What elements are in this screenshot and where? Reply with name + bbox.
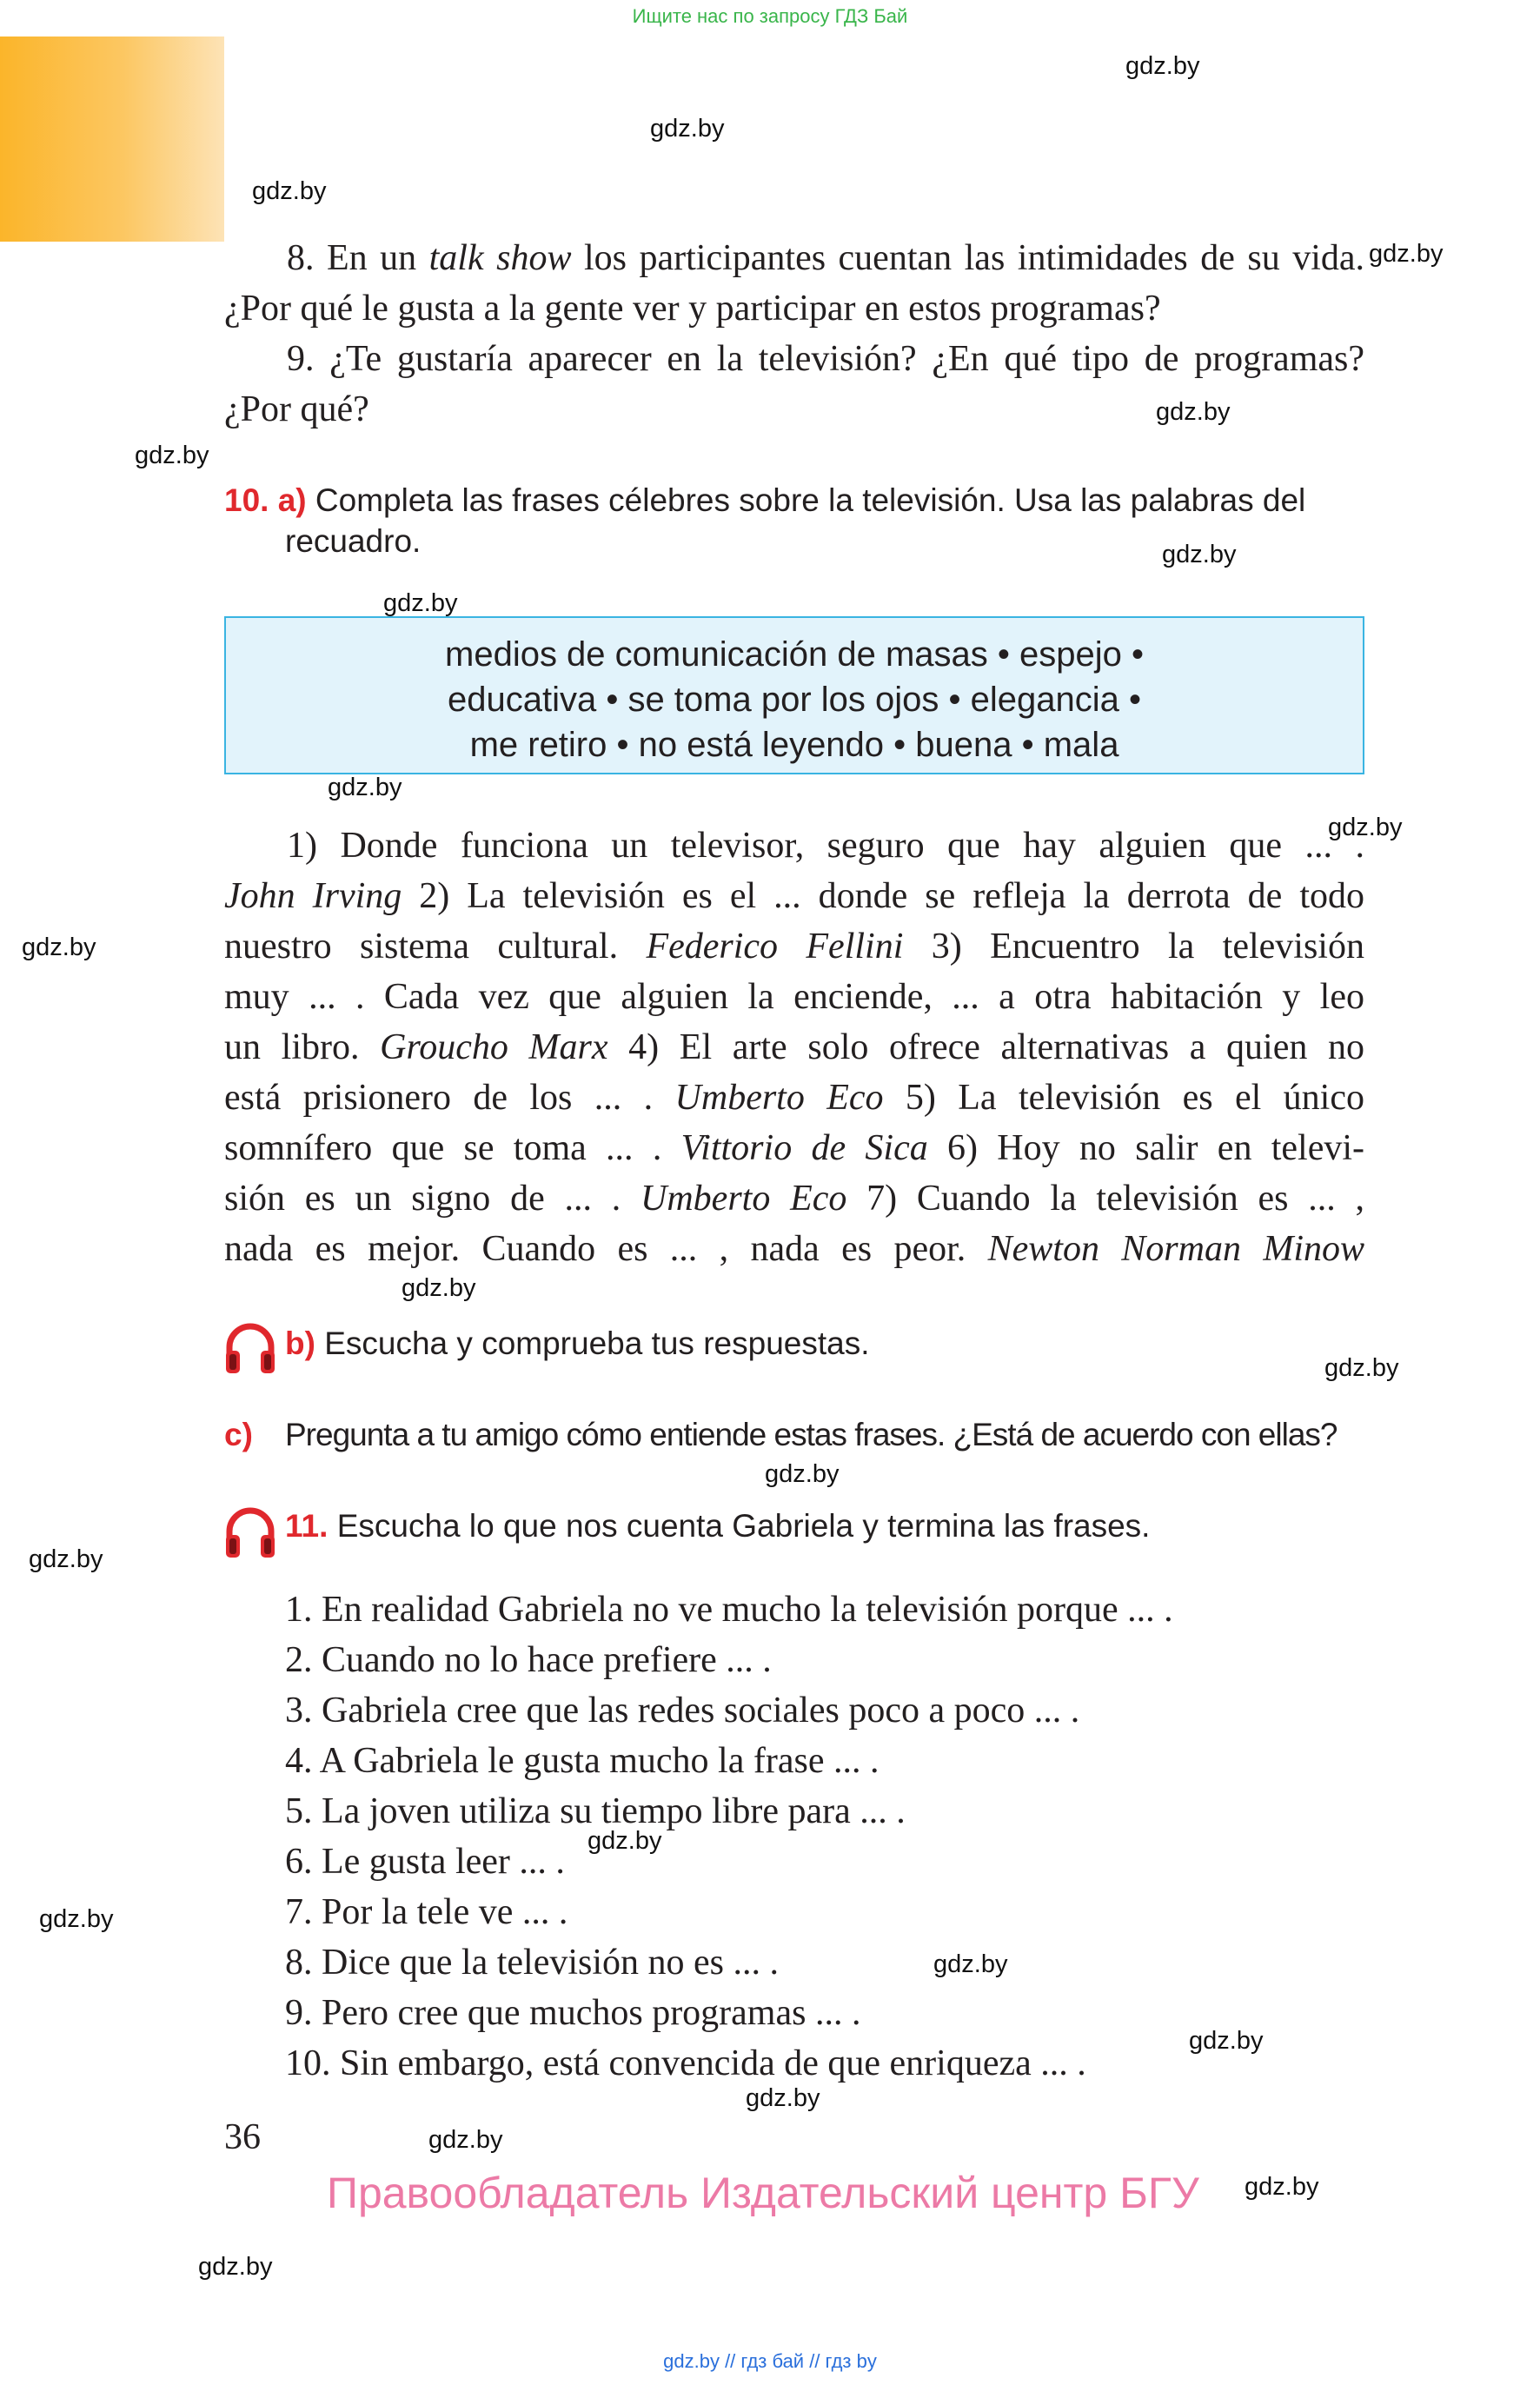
task-11: 11. Escucha lo que nos cuenta Gabriela y termina las frases. (285, 1508, 1151, 1544)
quote-text: muy ... . Cada vez que alguien la enciende, ... a otra habitación y leo (224, 977, 1364, 1017)
list-item: 3. Gabriela cree que las redes sociales poco a poco ... . (285, 1691, 1080, 1731)
quote-text: 2) La televisión es el ... donde se refleja la derrota de todo (402, 876, 1364, 916)
word-box-line: educativa • se toma por los ojos • elegancia • (447, 681, 1141, 719)
watermark: gdz.by (1324, 1354, 1399, 1382)
quote-line (224, 1073, 1364, 1123)
quote-text: 3) Encuentro la televisión (903, 927, 1364, 967)
watermark: gdz.by (1328, 814, 1403, 841)
watermark: gdz.by (587, 1827, 662, 1855)
headphones-icon (222, 1504, 278, 1559)
quote-author: Vittorio de Sica (680, 1128, 928, 1168)
word-box (224, 616, 1364, 774)
watermark: gdz.by (402, 1274, 476, 1302)
word-box-lines (226, 632, 1363, 767)
watermark: gdz.by (1162, 541, 1237, 568)
watermark: gdz.by (135, 442, 209, 469)
question-8: 8. En un talk show los participantes cuentan las intimidades de su vida. ¿Por qué le gusta a la gente ver y participar en estos programas? (224, 238, 1365, 329)
list-item: 7. Por la tele ve ... . (285, 1892, 568, 1932)
watermark: gdz.by (746, 2084, 820, 2112)
watermark: gdz.by (328, 774, 402, 801)
quote-author: John Irving (224, 876, 402, 916)
list-item: 6. Le gusta leer ... . (285, 1842, 565, 1882)
page-number: 36 (224, 2117, 261, 2157)
watermark: gdz.by (252, 177, 327, 205)
list-item: 2. Cuando no lo hace prefiere ... . (285, 1640, 772, 1680)
quote-text: está prisionero de los ... . (224, 1078, 675, 1118)
list-item: 5. La joven utiliza su tiempo libre para ... . (285, 1791, 906, 1831)
watermark: gdz.by (1245, 2173, 1319, 2201)
quote-text: 4) El arte solo ofrece alternativas a quien no (607, 1027, 1365, 1067)
quote-text: un libro. (224, 1027, 381, 1067)
watermark: gdz.by (1156, 398, 1231, 426)
watermark: gdz.by (1189, 2027, 1264, 2055)
footer-links: gdz.by // гдз бай // гдз by (663, 2350, 877, 2372)
quote-line (224, 1022, 1364, 1073)
copyright: Правообладатель Издательский центр БГУ (327, 2169, 1199, 2217)
quote-line (224, 1123, 1364, 1173)
watermark: gdz.by (650, 115, 725, 143)
watermark: gdz.by (198, 2253, 273, 2281)
quote-text: nada es mejor. Cuando es ... , nada es peor. (224, 1229, 988, 1269)
question-9: 9. ¿Te gustaría aparecer en la televisión? ¿En qué tipo de programas? ¿Por qué? (224, 339, 1364, 429)
task-10-c-text: Pregunta a tu amigo cómo entiende estas frases. ¿Está de acuerdo con ellas? (285, 1417, 1338, 1452)
watermark: gdz.by (1125, 52, 1200, 80)
quote-author: Umberto Eco (641, 1179, 847, 1219)
watermark: gdz.by (1369, 240, 1444, 268)
watermark: gdz.by (933, 1950, 1008, 1978)
quotes-text (224, 820, 1364, 1274)
quote-line (224, 921, 1364, 972)
task-10-a: 10. a) Completa las frases célebres sobre la televisión. Usa las palabras del (224, 482, 1306, 518)
list-item: 8. Dice que la televisión no es ... . (285, 1943, 780, 1983)
quote-line (224, 1173, 1364, 1224)
quote-author: Groucho Marx (380, 1027, 608, 1067)
list-item: 10. Sin embargo, está convencida de que enriqueza ... . (285, 2043, 1086, 2083)
task-10-c-label: c) (224, 1417, 253, 1452)
headphones-icon (222, 1319, 278, 1375)
watermark: gdz.by (29, 1545, 103, 1573)
watermark: gdz.by (428, 2126, 503, 2154)
quote-text: 7) Cuando la televisión es ... , (846, 1179, 1365, 1219)
quote-author: Newton Norman Minow (987, 1229, 1364, 1269)
quote-line (224, 820, 1364, 871)
task-10-b: b) Escucha y comprueba tus respuestas. (285, 1325, 870, 1361)
word-box-line: medios de comunicación de masas • espejo • (445, 635, 1144, 674)
task-10-a-line2: recuadro. (285, 523, 422, 559)
word-box-line: me retiro • no está leyendo • buena • mala (469, 726, 1119, 764)
watermark: gdz.by (383, 589, 458, 617)
list-item: 1. En realidad Gabriela no ve mucho la televisión porque ... . (285, 1590, 1173, 1630)
quote-text: nuestro sistema cultural. (224, 927, 647, 967)
quote-author: Umberto Eco (674, 1078, 884, 1118)
quote-text: 1) Donde funciona un televisor, seguro que hay alguien que ... . (287, 826, 1364, 866)
quote-text: 6) Hoy no salir en televi- (927, 1128, 1365, 1168)
corner-decoration (0, 37, 224, 242)
quote-line (224, 972, 1364, 1022)
watermark: gdz.by (22, 933, 96, 961)
list-item: 4. A Gabriela le gusta mucho la frase ... . (285, 1741, 880, 1781)
quote-line (224, 871, 1364, 921)
list-item: 9. Pero cree que muchos programas ... . (285, 1993, 861, 2033)
watermark: gdz.by (765, 1460, 840, 1488)
quote-text: 5) La televisión es el único (883, 1078, 1364, 1118)
quote-text: somnífero que se toma ... . (224, 1128, 681, 1168)
top-note: Ищите нас по запросу ГДЗ Бай (632, 5, 908, 27)
quote-line (224, 1224, 1364, 1274)
quote-author: Federico Fellini (646, 927, 904, 967)
quote-text: sión es un signo de ... . (224, 1179, 641, 1219)
watermark: gdz.by (39, 1905, 114, 1933)
